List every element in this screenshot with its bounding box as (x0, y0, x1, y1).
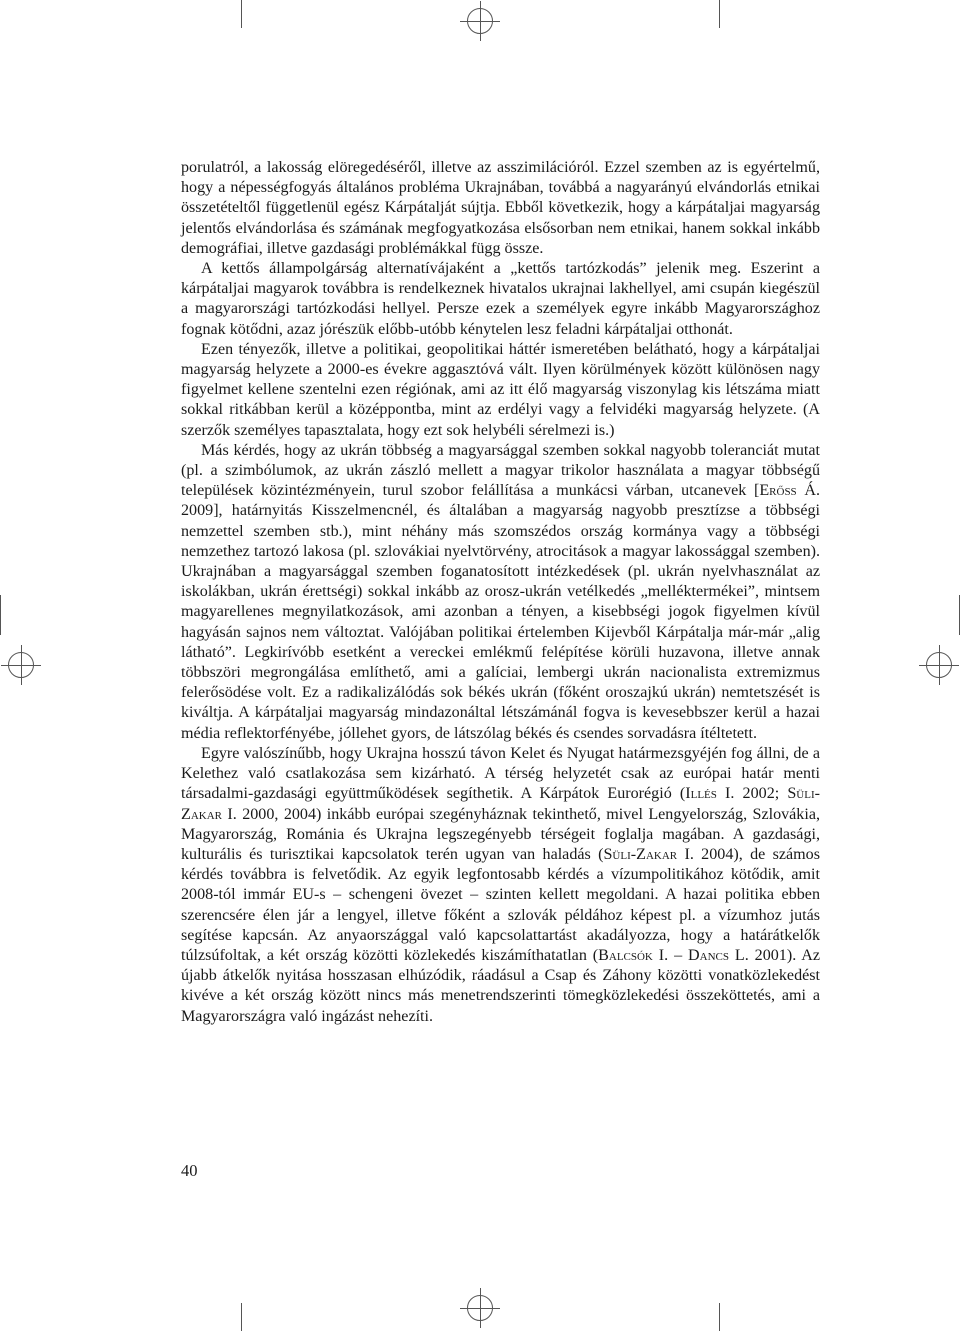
paragraph-5 (181, 744, 820, 1027)
body-text (181, 158, 820, 1027)
text-run: Más kérdés, hogy az ukrán többség a magyarsággal szemben sokkal nagyobb toleranciát mutat (pl. a szimbólumok, az ukrán zászló mellett a magyar trikolor használata a magyar többségű települések közintézményein, turul szobor felállítása a munkácsi várban, utcanevek [ (181, 441, 820, 500)
crop-mark-bottom-left (241, 1303, 242, 1331)
crop-mark-top-right (719, 0, 720, 28)
registration-mark-bottom (467, 1295, 493, 1321)
text-run: Egyre valószínűbb, hogy Ukrajna hosszú távon Kelet és Nyugat határmezsgyéjén fog állni, de a Kelethez való csatlakozása sem kizárható. A térség helyzetét csak az európai határ menti társadalmi-gazdasági együttműködések segíthetik. A Kárpátok Eurorégió ( (181, 744, 820, 803)
registration-mark-right (926, 652, 952, 678)
paragraph-4 (181, 441, 820, 744)
text-run: porulatról, a lakosság elöregedéséről, illetve az asszimilációról. Ezzel szemben az is egyértelmű, hogy a népességfogyás általános probléma Ukrajnában, továbbá a nagyarányú elvándorlás etnikai összetételtől függetlenül egész Kárpátalját sújtja. Ebből következik, hogy a kárpátaljai magyarság jelentős elvándorlása és számának megfogyatkozása elsősorban nem etnikai, hanem sokkal inkább demográfiai, illetve gazdasági problémákkal függ össze. (181, 159, 820, 257)
text-run: A kettős állampolgárság alternatívájaként a „kettős tartózkodás” jelenik meg. Eszerint a kárpátaljai magyarok továbbra is rendelkeznek hivatalos ukrajnai lakhellyel, ami csupán kiegészül a magyarországi tartózkodási hellyel. Persze ezek a személyek egyre inkább Magyarországhoz fognak kötődni, azaz jórészük előbb-utóbb kénytelen lesz feladni kárpátaljai otthonát. (181, 260, 820, 338)
text-run: L. 2001). Az újabb átkelők nyitása hosszasan elhúzódik, ráadásul a Csap és Záhony közötti vonatközlekedést kivéve a két ország között nincs más menetrendszerinti tömegközlekedési összeköttetés, ami a Magyarországra való ingázást nehezíti. (181, 946, 821, 1025)
text-run: I. 2002; (716, 785, 788, 803)
text-run: I. 2000, 2004) inkább európai szegényháznak tekinthető, mivel Lengyelország, Szlovákia, Magyarország, Románia és Ukrajna legszegényebb térségeit foglalja magában. A gazdasági, kulturális és turisztikai kapcsolatok terén ugyan van haladás ( (181, 805, 820, 863)
registration-mark-left (8, 652, 34, 678)
paragraph-3 (181, 340, 820, 441)
text-run: . 2009], határnyitás Kisszelmencnél, és általában a magyarság nagyobb presztízse a többségi nemzettel szemben stb.), mint néhány más szomszédos ország kormánya vagy a többségi nemzethez tartozó lakosa (pl. szlovákiai nyelvtörvény, atrocitások a magyar lakossággal szemben). Ukrajnában a magyarsággal szemben foganatosított intézkedések (pl. ukrán nyelvhasználat az iskolákban, ukrán érettségi) sokkal inkább az orosz-ukrán vetélkedés „melléktermékei”, mintsem magyarellenes megnyilatkozások, ami azonban a tényen, a kisebbségi jogok figyelmen kívül hagyásán sajnos nem változtat. Valójában politikai értelemben Kijevből Kárpátalja már-már „alig látható”. Legkirívóbb esetként a vereckei emlékmű felépítése körüli huzavona, illetve annak többszöri megrongálása említhető, ami a galíciai, lembergi ukrán nacionalista extremizmus felerősödése volt. Ez a radikalizálódás sok békés ukrán (főként oroszajkú ukrán) nemtetszését is kiváltja. A kárpátaljai magyarság mindazonáltal létszámánál fogva is kevesebbszer kerül a hazai média reflektorfényébe, jóllehet gyors, de látszólag békés és csendes sorvadásra ítéltetett. (181, 482, 820, 742)
text-run: I. – (652, 946, 689, 964)
author-citation: Süli-Zakar (181, 785, 820, 823)
crop-mark-left-upper (0, 595, 1, 635)
text-run: I. 2004), de számos kérdés továbbra is felvetődik. Az egyik legfontosabb kérdés a vízumpolitikához kötődik, amit 2008-tól immár EU-s – schengeni övezet – szinten kellett megoldani. A hazai politika ebben szerencsére élen jár a lengyel, illetve főként a szlovák példához képest pl. a vízumhoz jutás segítése kapcsán. Az anyaországgal való kapcsolattartást akadályozza, hogy a határátkelők túlzsúfoltak, a két ország közötti közlekedés kiszámíthatatlan ( (181, 845, 820, 964)
author-citation: Illés (685, 785, 717, 803)
paragraph-2 (181, 259, 820, 340)
text-run: Ezen tényezők, illetve a politikai, geopolitikai háttér ismeretében belátható, hogy a kárpátaljai magyarság helyzete a 2000-es évekre aggasztóvá vált. Ilyen körülmények között különösen nagy figyelmet kellene szentelni ezen régiónak, ami az itt élő magyarság viszonylag kis létszáma miatt sokkal ritkábban kerül a középpontba, mint az erdélyi vagy a felvidéki magyarság helyzete. (A szerzők személyes tapasztalata, hogy ezt sok helybéli sérelmezi is.) (181, 340, 820, 439)
crop-mark-top-left (241, 0, 242, 28)
crop-mark-bottom-right (719, 1303, 720, 1331)
author-citation: Süli-Zakar (603, 845, 678, 863)
paragraph-1 (181, 158, 820, 259)
author-citation: Dancs (688, 946, 729, 964)
author-citation: Erőss Á (759, 482, 816, 500)
author-citation: Balcsók (598, 946, 653, 964)
page-number: 40 (181, 1161, 198, 1180)
registration-mark-top (467, 8, 493, 34)
